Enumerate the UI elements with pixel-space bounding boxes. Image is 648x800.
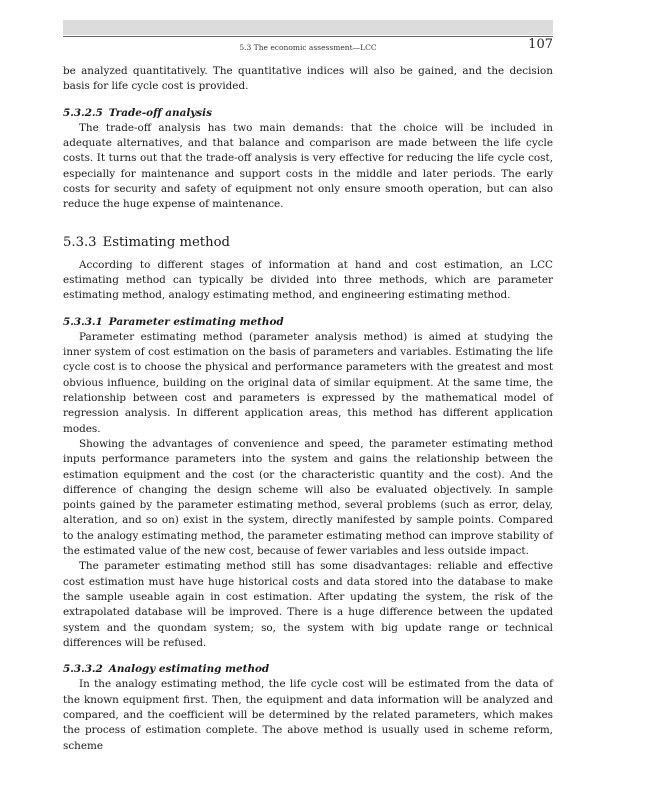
- heading-number: 5.3.3.1: [63, 315, 103, 328]
- paragraph-parameter-1: Parameter estimating method (parameter analysis method) is aimed at studying the inner system of cost estimation on the basis of parameters and variables. Estimating the life cycle cost is to choose the physical and performance parameters with the greatest and most obvious influence, building on the original data of similar equipment. At the same time, the relationship between cost and parameters is expressed by the mathematical model of regression analysis. In different application areas, this method has different application modes.: [63, 330, 553, 435]
- paragraph-parameter-2: Showing the advantages of convenience and speed, the parameter estimating method inputs performance parameters into the system and gains the relationship between the estimation equipment and the cost (or the characteristic quantity and the cost). And the difference of changing the design scheme will also be evaluated objectively. In sample points gained by the parameter estimating method, several problems (such as error, delay, alteration, and so on) exist in the system, directly manifested by sample points. Compared to the analogy estimating method, the parameter estimating method can improve stability of the estimated value of the new cost, because of fewer variables and less outside impact.: [63, 437, 553, 558]
- intro-paragraph: be analyzed quantitatively. The quantitative indices will also be gained, and the decision basis for life cycle cost is provided.: [63, 65, 553, 93]
- heading-5-3-2-5: [63, 106, 553, 121]
- page-body: [63, 64, 553, 754]
- heading-title: Parameter estimating method: [108, 315, 284, 328]
- top-scan-band: [63, 20, 553, 35]
- heading-title: Trade-off analysis: [108, 106, 212, 119]
- heading-number: 5.3.2.5: [63, 106, 103, 119]
- page-number: 107: [528, 37, 553, 52]
- running-head: 5.3 The economic assessment—LCC: [239, 43, 377, 52]
- paragraph-estimating: According to different stages of information at hand and cost estimation, an LCC estimating method can typically be divided into three methods, which are parameter estimating method, analogy estimating method, and engineering estimating method.: [63, 258, 553, 302]
- paragraph-analogy: In the analogy estimating method, the life cycle cost will be estimated from the data of the known equipment first. Then, the equipment and data information will be analyzed and compared, and the coefficient will be determined by the related parameters, which makes the process of estimation complete. The above method is usually used in scheme reform, scheme: [63, 678, 553, 752]
- heading-number: 5.3.3: [63, 234, 97, 250]
- heading-5-3-3-2: [63, 662, 553, 677]
- heading-5-3-3: [63, 234, 553, 251]
- paragraph-parameter-3: The parameter estimating method still has some disadvantages: reliable and effective cost estimation must have huge historical costs and data stored into the database to make the sample useable again in cost estimation. After updating the system, the risk of the extrapolated database will be improved. There is a huge difference between the updated system and the quondam system; so, the system with big update range or technical differences will be refused.: [63, 560, 553, 649]
- page-header: [63, 36, 553, 55]
- heading-title: Analogy estimating method: [108, 663, 270, 676]
- heading-5-3-3-1: [63, 315, 553, 330]
- paragraph-tradeoff: The trade-off analysis has two main demands: that the choice will be included in adequate alternatives, and that balance and comparison are made between the life cycle costs. It turns out that the trade-off analysis is very effective for reducing the life cycle cost, especially for maintenance and support costs in the middle and later periods. The early costs for security and safety of equipment not only ensure smooth operation, but can also reduce the huge expense of maintenance.: [63, 121, 553, 211]
- heading-title: Estimating method: [102, 234, 230, 250]
- heading-number: 5.3.3.2: [63, 663, 103, 676]
